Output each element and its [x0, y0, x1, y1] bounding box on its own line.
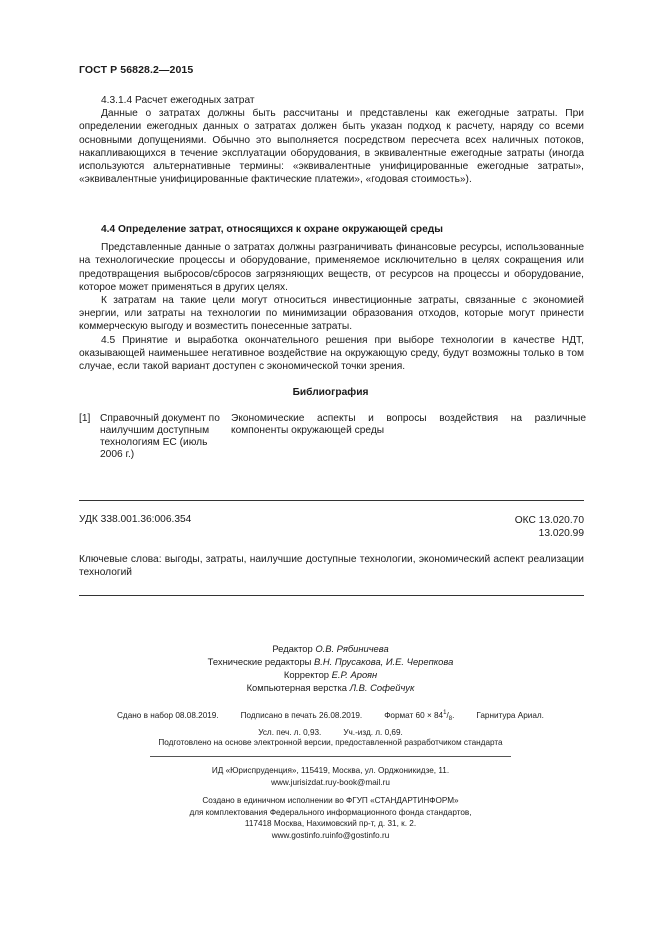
sheets: Усл. печ. л. 0,93.	[258, 728, 322, 737]
bibliography-number: [1]	[79, 413, 91, 424]
format-numerator: 1	[443, 710, 447, 716]
oks-code: ОКС 13.020.70	[514, 515, 584, 526]
section-heading: 4.4 Определение затрат, относящихся к охране окружающей среды	[101, 224, 443, 235]
print-info	[0, 707, 661, 739]
divider	[150, 756, 511, 757]
printer-line: 117418 Москва, Нахимовский пр-т, д. 31, к. 2.	[244, 819, 417, 828]
paragraph: 4.5 Принятие и выработка окончательного решения при выборе технологии в качестве НДТ, оказывающей наименьшее негативное воздействие на окружающую среду, будут возможны только в том случае, если такой вариант доступен с экономической точки зрения.	[79, 334, 584, 373]
print-format: Формат $60 \times 84^1/_8$.	[384, 710, 455, 722]
publisher-sheets: Уч.-изд. л. 0,69.	[343, 728, 403, 737]
bibliography-title: Библиография	[292, 387, 369, 398]
tech-editors-names: В.Н. Прусакова, И.Е. Черепкова	[314, 656, 454, 667]
oks-codes	[515, 514, 584, 540]
paragraph: Представленные данные о затратах должны разграничивать финансовые ресурсы, использованные на технологические процессы и оборудование, применяемое исключительно в целях сокращения или предотвращения выбросов/сбросов загрязняющих веществ, от ресурсов на процессы и оборудование, которое может применяться в других целях.	[79, 242, 584, 293]
format-denominator: 8	[448, 716, 453, 722]
printer-block	[0, 795, 661, 841]
layout-line	[0, 681, 661, 694]
printer-website[interactable]: www.gostinfo.ru	[271, 830, 330, 840]
corrector-label: Корректор	[283, 669, 330, 680]
editor-line	[0, 642, 661, 655]
print-info-line-1	[0, 707, 661, 726]
corrector-name: Е.Р. Ароян	[331, 669, 378, 680]
section-heading: 4.3.1.4 Расчет ежегодных затрат	[101, 95, 255, 106]
paragraph: Данные о затратах должны быть рассчитаны и представлены как ежегодные затраты. При определении ежегодных данных о затратах должен быть указан подход к расчету, наряду со всеми основными допущениями. Обычно это выполняется посредством пересчета всех наличных потоков, накапливающихся в течение эксплуатации оборудования, в эквивалентные ежегодные затраты (иногда используются альтернативные термины: «эквивалентные унифицированные ежегодные затраты», «эквивалентные унифицированные фактические платежи», «годовая стоимость»).	[79, 108, 584, 186]
bibliography-description: Экономические аспекты и вопросы воздействия на различные компоненты окружающей среды	[231, 413, 586, 436]
udk-code: УДК 338.001.36:006.354	[79, 514, 192, 525]
divider	[79, 595, 584, 596]
publisher-address: ИД «Юриспруденция», 115419, Москва, ул. Орджоникидзе, 11.	[211, 766, 450, 775]
tech-editors-label: Технические редакторы	[207, 656, 312, 667]
corrector-line	[0, 668, 661, 681]
editor-label: Редактор	[272, 643, 313, 654]
layout-label: Компьютерная верстка	[246, 682, 347, 693]
typeset-date: Сдано в набор 08.08.2019.	[117, 711, 219, 720]
credits-block	[0, 642, 661, 694]
font-info: Гарнитура Ариал.	[476, 711, 544, 720]
signed-date: Подписано в печать 26.08.2019.	[240, 711, 363, 720]
bibliography-document: Справочный документ по наилучшим доступным технологиям ЕС (июль 2006 г.)	[100, 413, 220, 460]
prepared-note: Подготовлено на основе электронной версии, предоставленной разработчиком стандарта	[158, 738, 503, 747]
publisher-contacts	[0, 777, 661, 789]
section-4-3-1-4	[79, 94, 584, 186]
printer-line: Создано в единичном исполнении во ФГУП «СТАНДАРТИНФОРМ»	[202, 796, 459, 805]
printer-contacts	[0, 830, 661, 842]
page-header: ГОСТ Р 56828.2—2015	[79, 64, 194, 76]
publisher-website[interactable]: www.jurisizdat.ru	[271, 778, 333, 787]
publisher-block	[0, 765, 661, 789]
printer-line: для комплектования Федерального информационного фонда стандартов,	[189, 807, 472, 817]
oks-code: 13.020.99	[538, 528, 584, 539]
format-prefix: Формат 60 × 84	[384, 711, 444, 720]
tech-editors-line	[0, 655, 661, 668]
layout-name: Л.В. Софейчук	[349, 682, 415, 693]
divider	[79, 500, 584, 501]
paragraph: К затратам на такие цели могут относиться инвестиционные затраты, связанные с экономией энергии, или затраты на технологии по минимизации образования отходов, которые могут принести коммерческую выгоду и возместить понесенные затраты.	[79, 295, 584, 333]
printer-email[interactable]: info@gostinfo.ru	[329, 830, 390, 840]
editor-name: О.В. Рябиничева	[315, 643, 389, 654]
publisher-email[interactable]: y-book@mail.ru	[332, 778, 390, 787]
section-4-4	[79, 223, 584, 373]
keywords: Ключевые слова: выгоды, затраты, наилучшие доступные технологии, экономический аспект реализации технологий	[79, 554, 584, 578]
